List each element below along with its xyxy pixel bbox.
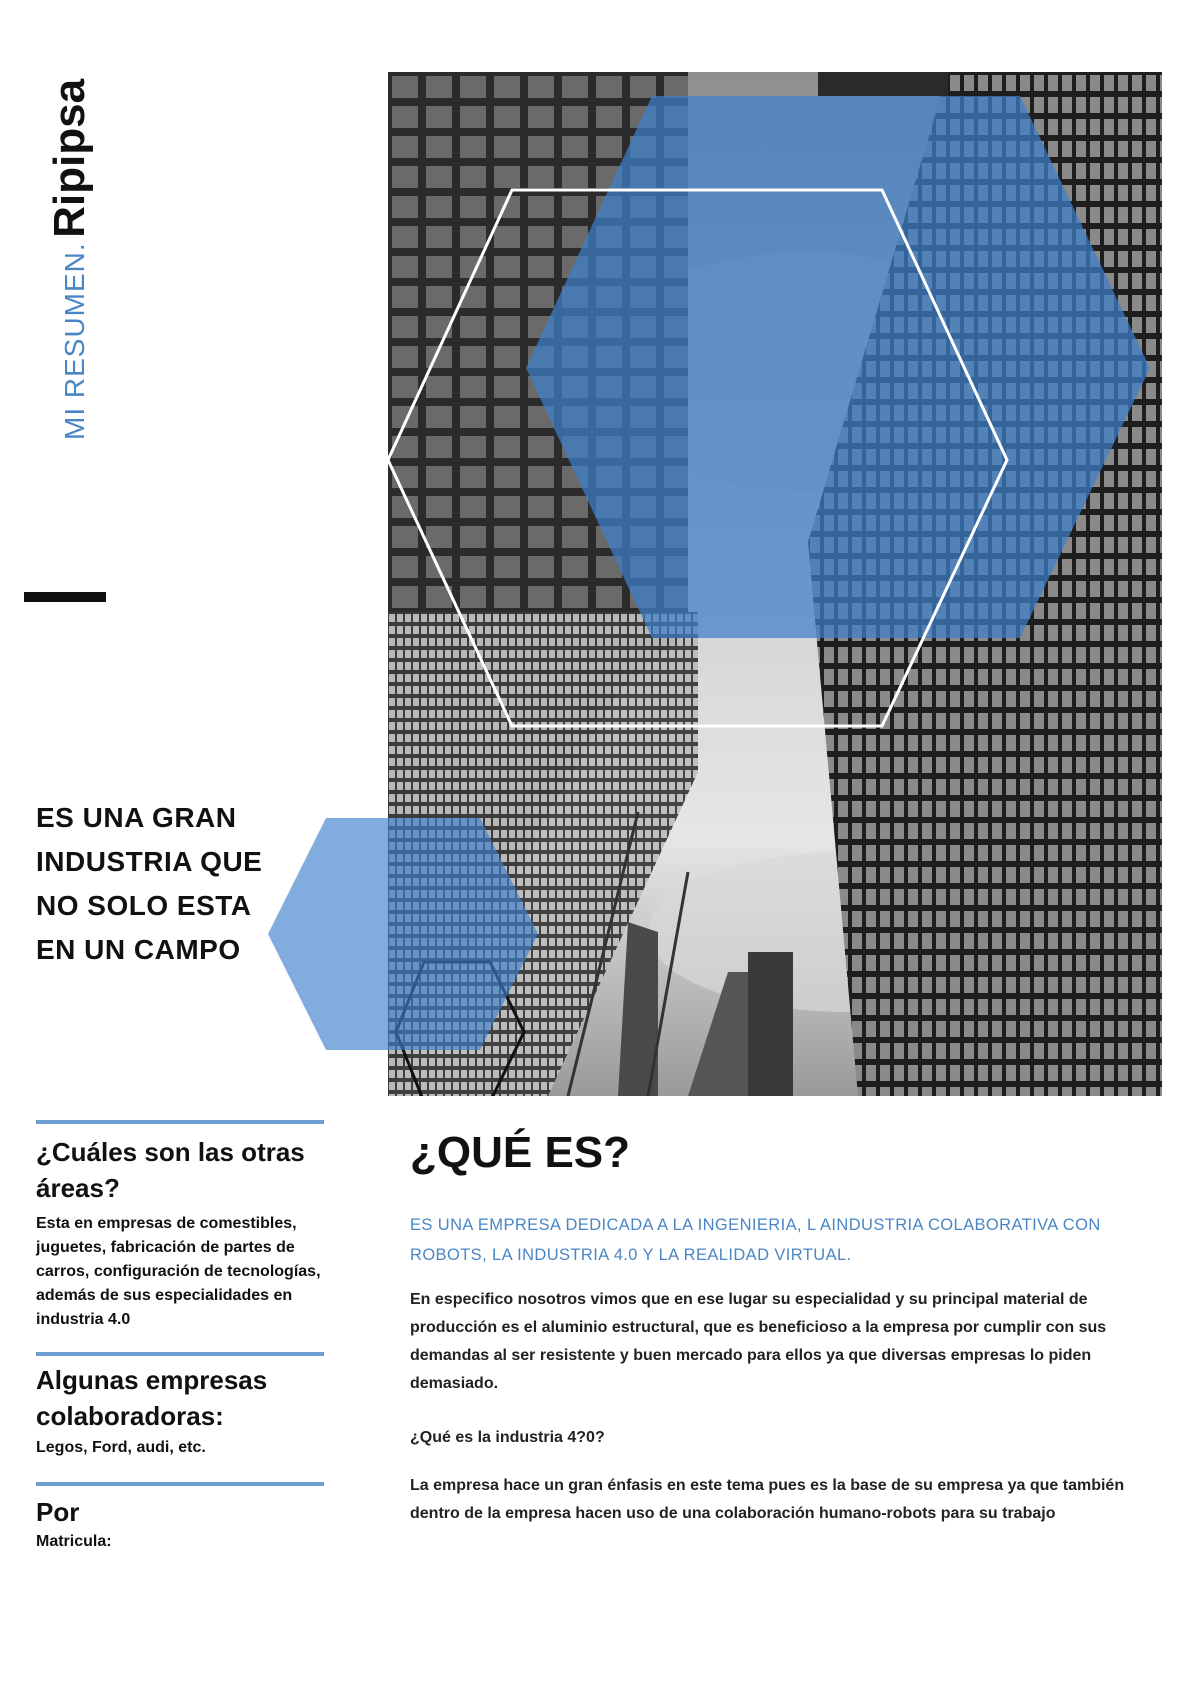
brand-title (45, 78, 94, 440)
tagline: ES UNA GRAN INDUSTRIA QUE NO SOLO ESTA EN UN CAMPO (36, 802, 263, 965)
divider (36, 1120, 324, 1124)
question-line: ¿Qué es la industria 4?0? (410, 1429, 605, 1446)
brand-name: Ripipsa (45, 78, 94, 238)
main-title: ¿QUÉ ES? (410, 1128, 631, 1177)
accent-bar (24, 592, 106, 602)
paragraph-2: La empresa hace un gran énfasis en este tema pues es la base de su empresa ya que también dentro de la empresa hacen uso de una colaboración humano-robots para su trabajo (410, 1477, 1125, 1522)
paragraph-1: En especifico nosotros vimos que en ese lugar su especialidad y su principal material de producción es el aluminio estructural, que es beneficioso a la empresa por cumplir con sus demandas al ser resistente y buen mercado para ellos ya que diversas empresas lo piden demasiado. (410, 1291, 1107, 1392)
decorative-hexagon (268, 818, 538, 1050)
areas-text: Esta en empresas de comestibles, juguetes, fabricación de partes de carros, configuración de tecnologías, además de sus especialidades en industria 4.0 (36, 1215, 321, 1328)
hexagon-icon (268, 818, 538, 1050)
divider (36, 1352, 324, 1356)
matricula-label: Matricula: (36, 1533, 112, 1550)
partners-heading: Algunas empresas colaboradoras: (36, 1365, 268, 1431)
author-heading: Por (36, 1497, 80, 1527)
partners-text: Legos, Ford, audi, etc. (36, 1439, 206, 1456)
brand-subtitle: MI RESUMEN. (59, 242, 90, 440)
divider (36, 1482, 324, 1486)
areas-heading: ¿Cuáles son las otras áreas? (36, 1137, 305, 1203)
main-subtitle: ES UNA EMPRESA DEDICADA A LA INGENIERIA, L AINDUSTRIA COLABORATIVA CON ROBOTS, LA INDUSTRIA 4.0 Y LA REALIDAD VIRTUAL. (410, 1216, 1101, 1264)
